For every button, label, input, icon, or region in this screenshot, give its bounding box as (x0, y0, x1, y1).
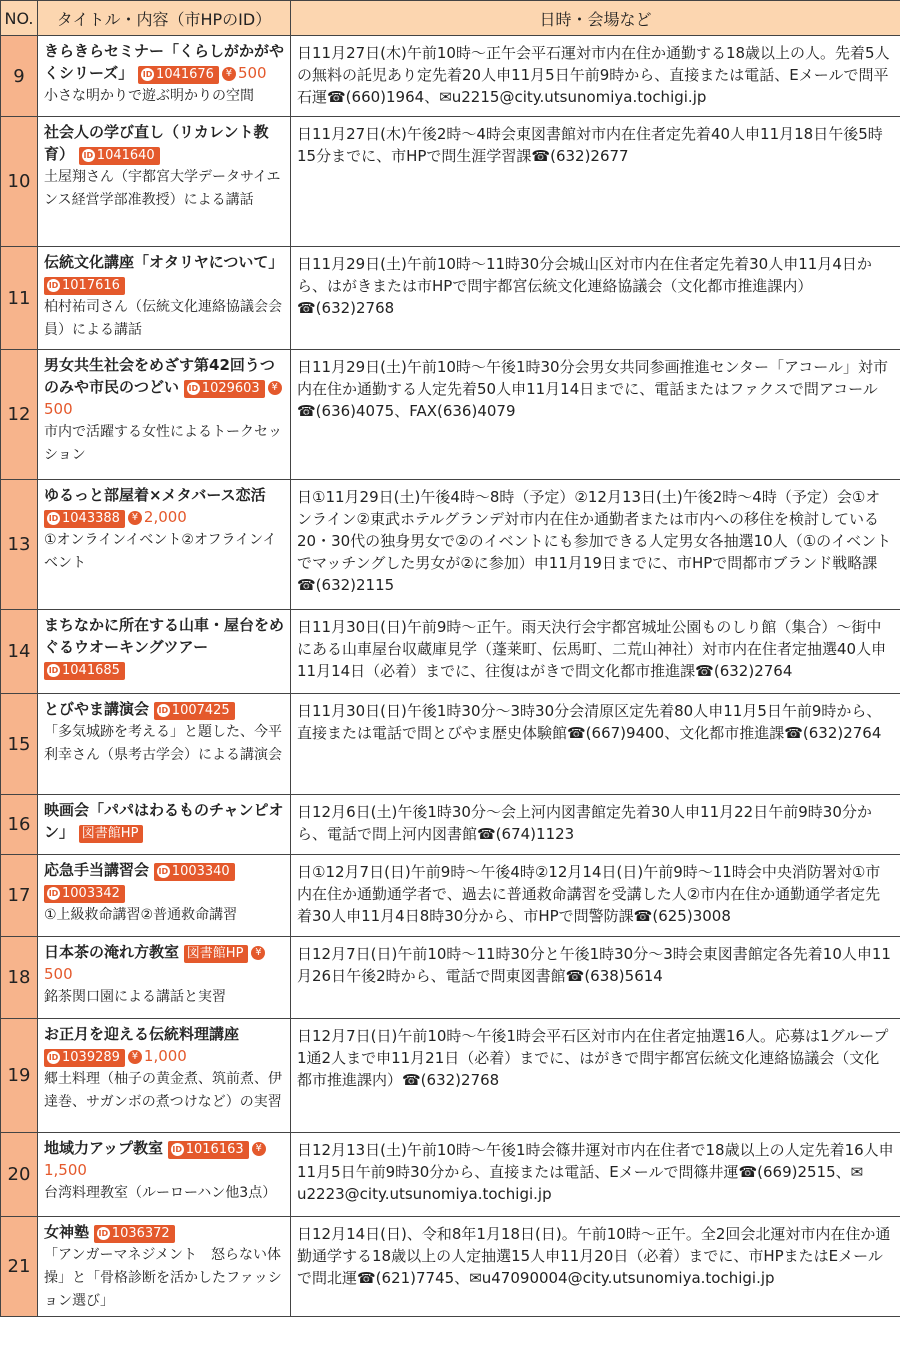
event-description: 「アンガーマネジメント 怒らない体操」と「骨格診断を活かしたファッション選び」 (44, 1247, 282, 1309)
id-badge[interactable] (154, 863, 235, 881)
event-description: 銘茶関口園による講話と実習 (44, 989, 226, 1005)
row-title-cell (38, 1133, 291, 1217)
id-value: 1003342 (62, 886, 120, 901)
fee-value: 500 (44, 965, 73, 983)
table-row (1, 1133, 900, 1217)
id-value: 1003340 (171, 864, 230, 879)
id-value: 1036372 (111, 1226, 170, 1241)
id-icon: ID (158, 706, 169, 715)
id-value: 1041640 (96, 148, 155, 163)
row-number: 15 (1, 694, 38, 795)
id-badge[interactable] (44, 1049, 125, 1067)
id-value: 1041685 (62, 663, 120, 678)
id-badge[interactable] (168, 1141, 249, 1159)
event-details: 日①11月29日(土)午後4時～8時（予定）②12月13日(土)午後2時～4時（予定）会①オンライン②東武ホテルグランデ対市内在住か通勤者または市内への移住を検討している20・30代の独身男女で②のイベントにも参加できる人定男女各抽選10人（①のイベントでマッチングした男女が②に参加）申11月19日までに、市HPで問都市ブランド戦略課☎(632)2115 (291, 480, 900, 610)
row-number: 17 (1, 855, 38, 937)
event-details: 日12月13日(土)午前10時～午後1時会篠井運対市内在住者で18歳以上の人定先着16人申11月5日午前9時30分から、直接または電話、Eメールで問篠井運☎(669)2515、✉u2223@city.utsunomiya.tochigi.jp (291, 1133, 900, 1217)
id-icon: ID (158, 867, 169, 876)
fee-value: 500 (237, 64, 267, 82)
event-title: きらきらセミナー「くらしがかがやくシリーズ」 (44, 42, 285, 82)
row-title-cell (38, 350, 291, 480)
id-icon: ID (98, 1229, 109, 1238)
event-details: 日11月27日(木)午前10時～正午会平石運対市内在住か通勤する18歳以上の人。先着5人の無料の託児あり定先着20人申11月5日午前9時から、直接または電話、Eメールで問平石運☎(660)1964、✉u2215@city.utsunomiya.tochigi.jp (291, 36, 900, 117)
event-title: ゆるっと部屋着×メタバース恋活 (44, 486, 266, 504)
event-title: お正月を迎える伝統料理講座 (44, 1025, 240, 1043)
event-description: 台湾料理教室（ルーローハン他3点） (44, 1185, 277, 1201)
header-no: NO. (1, 1, 38, 36)
yen-icon: ¥ (128, 1050, 142, 1064)
id-value: 1016163 (185, 1142, 244, 1157)
row-title-cell (38, 117, 291, 247)
row-number: 18 (1, 937, 38, 1019)
event-details: 日12月6日(土)午後1時30分～会上河内図書館定先着30人申11月22日午前9時30分から、電話で問上河内図書館☎(674)1123 (291, 795, 900, 855)
event-details: 日11月27日(木)午後2時～4時会東図書館対市内在住者定先着40人申11月18日午後5時15分までに、市HPで問生涯学習課☎(632)2677 (291, 117, 900, 247)
library-hp-badge[interactable]: 図書館HP (79, 825, 144, 843)
row-title-cell (38, 855, 291, 937)
yen-icon: ¥ (222, 67, 236, 81)
id-value: 1041676 (156, 67, 214, 82)
row-number: 14 (1, 610, 38, 694)
event-title: 社会人の学び直し（リカレント教育） (44, 123, 269, 163)
id-icon: ID (48, 514, 59, 523)
table-row (1, 610, 900, 694)
event-title: 地域力アップ教室 (44, 1139, 163, 1157)
table-row (1, 1217, 900, 1317)
event-details: 日①12月7日(日)午前9時～午後4時②12月14日(日)午前9時～11時会中央消防署対①市内在住か通勤通学者で、過去に普通救命講習を受講した人②市内在住か通勤通学者定先着30人申11月4日8時30分から、市HPで問警防課☎(625)3008 (291, 855, 900, 937)
id-badge[interactable] (184, 380, 265, 398)
row-number: 13 (1, 480, 38, 610)
event-details: 日12月14日(日)、令和8年1月18日(日)。午前10時～正午。全2回会北運対市内在住か通勤通学する18歳以上の人定抽選15人申11月20日（必着）までに、市HPまたはEメールで問北運☎(621)7745、✉u47090004@city.utsunomiya.tochigi.jp (291, 1217, 900, 1317)
event-description: 郷土料理（柚子の黄金煮、筑前煮、伊達巻、サガンボの煮つけなど）の実習 (44, 1071, 282, 1110)
id-value: 1029603 (201, 381, 260, 396)
event-description: 土屋翔さん（宇都宮大学データサイエンス経営学部准教授）による講話 (44, 169, 281, 208)
table-row (1, 795, 900, 855)
row-title-cell (38, 937, 291, 1019)
row-number: 10 (1, 117, 38, 247)
row-number: 12 (1, 350, 38, 480)
fee-value: 500 (44, 400, 73, 418)
fee (128, 1047, 187, 1065)
id-icon: ID (48, 889, 59, 898)
table-row (1, 117, 900, 247)
yen-icon: ¥ (128, 511, 142, 525)
event-details: 日11月29日(土)午前10時～午後1時30分会男女共同参画推進センター「アコール」対市内在住か通勤する人定先着50人申11月14日までに、電話またはファクスで問アコール☎(636)4075、FAX(636)4079 (291, 350, 900, 480)
fee (128, 508, 187, 526)
event-description: 柏村祐司さん（伝統文化連絡協議会会員）による講話 (44, 299, 282, 338)
row-title-cell (38, 480, 291, 610)
fee-value: 1,000 (143, 1047, 187, 1065)
table-row (1, 480, 900, 610)
event-title: 男女共生社会をめざす第42回うつのみや市民のつどい (44, 356, 275, 396)
row-title-cell (38, 1217, 291, 1317)
table-row (1, 1019, 900, 1133)
row-number: 9 (1, 36, 38, 117)
id-badge[interactable] (154, 702, 235, 720)
yen-icon: ¥ (252, 1142, 266, 1156)
table-row (1, 36, 900, 117)
id-badge[interactable] (44, 510, 125, 528)
event-title: まちなかに所在する山車・屋台をめぐるウオーキングツアー (44, 616, 285, 656)
row-title-cell (38, 610, 291, 694)
row-number: 16 (1, 795, 38, 855)
id-value: 1017616 (62, 278, 120, 293)
header-title: タイトル・内容（市HPのID） (38, 1, 291, 36)
event-description: 「多気城跡を考える」と題した、今平利幸さん（県考古学会）による講演会 (44, 724, 282, 763)
event-details: 日12月7日(日)午前10時～午後1時会平石区対市内在住者定抽選16人。応募は1グループ1通2人まで申11月21日（必着）までに、はがきで問宇都宮伝統文化連絡協議会（文化都市推進課内）☎(632)2768 (291, 1019, 900, 1133)
table-row (1, 937, 900, 1019)
id-badge[interactable] (79, 147, 160, 165)
event-title: 映画会「パパはわるものチャンピオン」 (44, 801, 284, 841)
id-icon: ID (83, 151, 94, 160)
id-value: 1043388 (62, 511, 120, 526)
row-title-cell (38, 1019, 291, 1133)
fee-value: 2,000 (143, 508, 187, 526)
fee (222, 64, 267, 82)
id-badge[interactable] (44, 885, 125, 903)
event-description: 小さな明かりで遊ぶ明かりの空間 (44, 88, 254, 104)
table-header-row (1, 1, 900, 36)
table-row (1, 350, 900, 480)
id-badge[interactable] (94, 1225, 175, 1243)
id-badge[interactable] (44, 662, 125, 680)
row-number: 11 (1, 247, 38, 350)
table-row (1, 247, 900, 350)
row-title-cell (38, 795, 291, 855)
event-details: 日11月29日(土)午前10時～11時30分会城山区対市内在住者定先着30人申11月4日から、はがきまたは市HPで問宇都宮伝統文化連絡協議会（文化都市推進課内）☎(632)2768 (291, 247, 900, 350)
table-row (1, 855, 900, 937)
id-icon: ID (142, 70, 153, 79)
library-hp-badge[interactable]: 図書館HP (184, 945, 249, 963)
event-title: 応急手当講習会 (44, 861, 150, 879)
id-badge[interactable] (138, 66, 219, 84)
yen-icon: ¥ (251, 946, 265, 960)
id-icon: ID (48, 666, 59, 675)
event-title: 女神塾 (44, 1223, 90, 1241)
fee-value: 1,500 (44, 1161, 87, 1179)
id-icon: ID (188, 384, 199, 393)
event-description: 市内で活躍する女性によるトークセッション (44, 424, 282, 463)
row-title-cell (38, 36, 291, 117)
id-icon: ID (172, 1145, 183, 1154)
event-title: 伝統文化講座「オタリヤについて」 (44, 253, 284, 271)
id-icon: ID (48, 1053, 59, 1062)
row-title-cell (38, 247, 291, 350)
table-row (1, 694, 900, 795)
yen-icon: ¥ (268, 381, 282, 395)
event-title: とびやま講演会 (44, 700, 150, 718)
row-number: 19 (1, 1019, 38, 1133)
event-description: ①上級救命講習②普通救命講習 (44, 907, 238, 923)
id-badge[interactable] (44, 277, 125, 295)
event-details: 日12月7日(日)午前10時～11時30分と午後1時30分～3時会東図書館定各先着10人申11月26日午後2時から、電話で問東図書館☎(638)5614 (291, 937, 900, 1019)
row-title-cell (38, 694, 291, 795)
row-number: 21 (1, 1217, 38, 1317)
event-details: 日11月30日(日)午前9時～正午。雨天決行会宇都宮城址公園ものしり館（集合）～街中にある山車屋台収蔵庫見学（蓬莱町、伝馬町、二荒山神社）対市内在住者定抽選40人申11月14日（必着）までに、往復はがきで問文化都市推進課☎(632)2764 (291, 610, 900, 694)
event-description: ①オンラインイベント②オフラインイベント (44, 532, 277, 571)
id-icon: ID (48, 281, 59, 290)
event-details: 日11月30日(日)午後1時30分～3時30分会清原区定先着80人申11月5日午前9時から、直接または電話で問とびやま歴史体験館☎(667)9400、文化都市推進課☎(632)2764 (291, 694, 900, 795)
id-value: 1039289 (62, 1050, 120, 1065)
event-title: 日本茶の淹れ方教室 (44, 943, 180, 961)
id-value: 1007425 (171, 703, 230, 718)
header-detail: 日時・会場など (291, 1, 900, 36)
row-number: 20 (1, 1133, 38, 1217)
